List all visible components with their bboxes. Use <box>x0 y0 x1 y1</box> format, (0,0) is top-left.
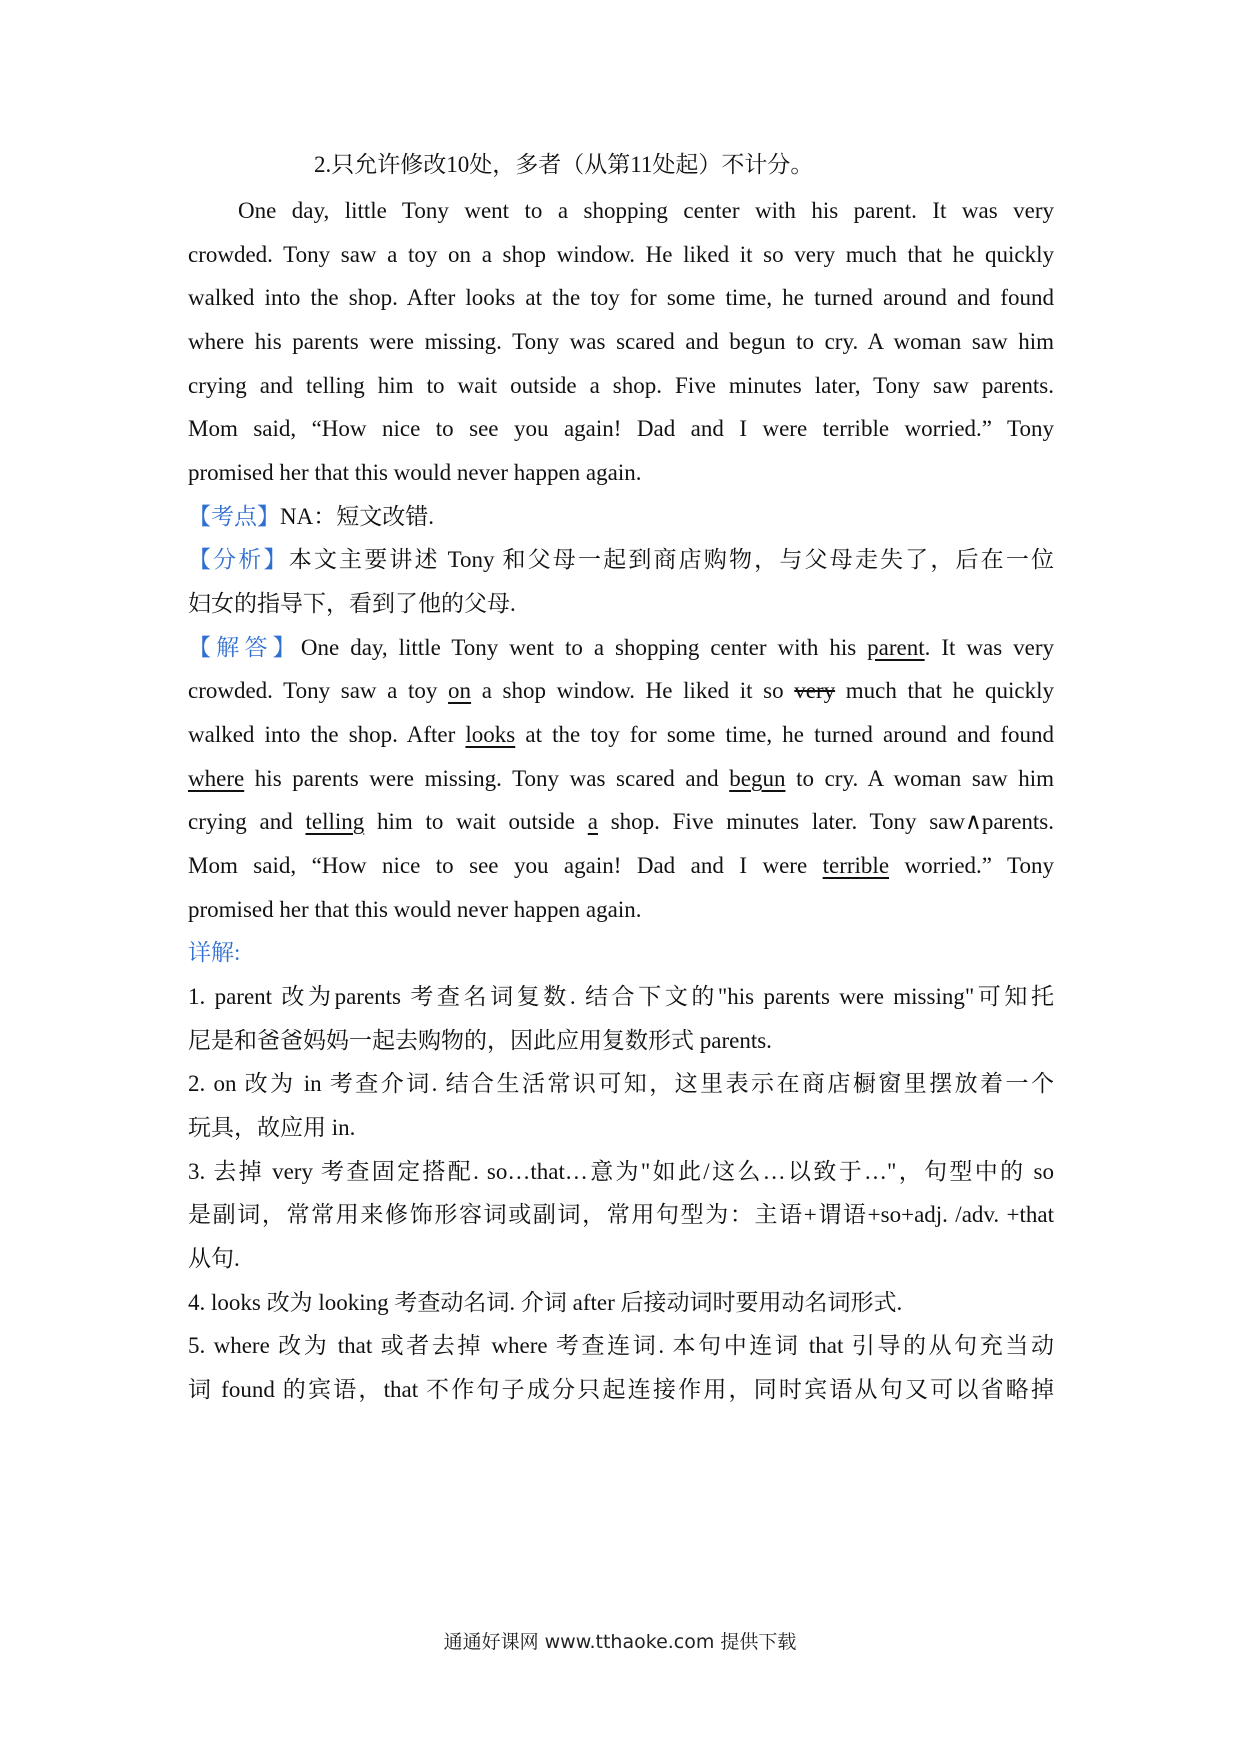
fenxi-section <box>188 535 1054 584</box>
error-mark: telling <box>305 809 365 834</box>
explanation-line: 2. on 改为 in 考查介词. 结合生活常识可知，这里表示在商店橱窗里摆放着一个 <box>188 1071 1054 1096</box>
explanation-line: 4. looks 改为 looking 考查动名词. 介词 after 后接动词时要用动名词形式. <box>188 1290 903 1315</box>
fenxi-label: 【分析】 <box>188 547 289 572</box>
answer-text: much that he quickly <box>835 678 1054 703</box>
answer-text: Mom said, “How nice to see you again! Dad and I were <box>188 853 823 878</box>
answer-text: One day, little Tony went to a shopping center with his <box>300 635 868 660</box>
answer-text: . It was very <box>924 635 1055 660</box>
answer-text: worried.” Tony <box>889 853 1054 878</box>
passage-line: where his parents were missing. Tony was scared and begun to cry. A woman saw him <box>188 329 1054 354</box>
error-mark: begun <box>729 766 786 791</box>
passage-line: crying and telling him to wait outside a shop. Five minutes later, Tony saw parents. <box>188 373 1054 398</box>
answer-text: at the toy for some time, he turned around and found <box>515 722 1054 747</box>
answer-text: him to wait outside <box>364 809 588 834</box>
jieda-line <box>188 754 1054 803</box>
error-mark: where <box>188 766 245 791</box>
explanation-line: 是副词，常常用来修饰形容词或副词，常用句型为：主语+谓语+so+adj. /adv. +that <box>188 1202 1054 1227</box>
kaodian-section <box>188 492 1054 541</box>
passage-line: walked into the shop. After looks at the toy for some time, he turned around and found <box>188 285 1054 310</box>
fenxi-text: 本文主要讲述 Tony 和父母一起到商店购物，与父母走失了，后在一位 <box>288 547 1055 572</box>
passage-line: promised her that this would never happen again. <box>188 460 642 485</box>
error-mark: looks <box>465 722 516 747</box>
explanation-line: 尼是和爸爸妈妈一起去购物的，因此应用复数形式 parents. <box>188 1028 772 1053</box>
error-mark: on <box>448 678 472 703</box>
error-mark: terrible <box>822 853 890 878</box>
xiangjie-label: 详解: <box>188 940 241 965</box>
top-note: 2.只允许修改10处，多者（从第11处起）不计分。 <box>314 152 814 177</box>
kaodian-label: 【考点】 <box>188 504 280 529</box>
jieda-line <box>188 710 1054 759</box>
passage-line: crowded. Tony saw a toy on a shop window. He liked it so very much that he quickly <box>188 242 1054 267</box>
explanation-line: 3. 去掉 very 考查固定搭配. so…that…意为"如此/这么…以致于…"，句型中的 so <box>188 1159 1054 1184</box>
passage-line: One day, little Tony went to a shopping center with his parent. It was very <box>238 198 1054 223</box>
explanation-line: 从句. <box>188 1246 240 1271</box>
explanation-line: 5. where 改为 that 或者去掉 where 考查连词. 本句中连词 that 引导的从句充当动 <box>188 1333 1054 1358</box>
jieda-label: 【解答】 <box>188 635 301 660</box>
explanation-line: 玩具，故应用 in. <box>188 1115 356 1140</box>
error-mark: a <box>587 809 598 834</box>
fenxi-text-continued: 妇女的指导下，看到了他的父母. <box>188 591 516 616</box>
answer-text: to cry. A woman saw him <box>785 766 1054 791</box>
answer-text: his parents were missing. Tony was scared and <box>244 766 730 791</box>
answer-text: shop. Five minutes later. Tony saw∧parents. <box>597 809 1054 834</box>
jieda-line: promised her that this would never happen again. <box>188 897 642 922</box>
kaodian-text: NA：短文改错. <box>280 504 434 529</box>
jieda-line <box>188 666 1054 715</box>
answer-text: crowded. Tony saw a toy <box>188 678 449 703</box>
answer-text: walked into the shop. After <box>188 722 466 747</box>
answer-text: a shop window. He liked it so <box>471 678 795 703</box>
page-footer: 通通好课网 www.tthaoke.com 提供下载 <box>443 1631 797 1653</box>
jieda-line <box>188 623 1054 672</box>
error-mark: parent <box>867 635 925 660</box>
jieda-line <box>188 841 1054 890</box>
jieda-line <box>188 797 1054 846</box>
deleted-word: very <box>794 678 836 703</box>
explanation-line: 词 found 的宾语，that 不作句子成分只起连接作用，同时宾语从句又可以省略掉 <box>188 1377 1054 1402</box>
passage-line: Mom said, “How nice to see you again! Dad and I were terrible worried.” Tony <box>188 416 1054 441</box>
answer-text: crying and <box>188 809 306 834</box>
explanation-line: 1. parent 改为parents 考查名词复数. 结合下文的"his parents were missing"可知托 <box>188 984 1054 1009</box>
